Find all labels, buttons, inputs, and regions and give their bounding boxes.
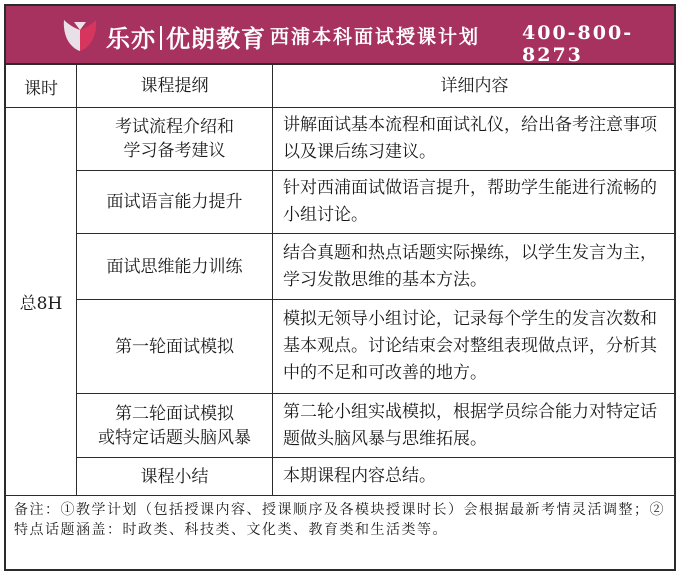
page-title: 西浦本科面试授课计划 bbox=[270, 26, 481, 48]
outline-cell: 面试思维能力训练 bbox=[77, 234, 273, 300]
detail-cell: 第二轮小组实战模拟，根据学员综合能力对特定话题做头脑风暴与思维拓展。 bbox=[273, 394, 675, 458]
detail-cell: 结合真题和热点话题实际操练，以学生发言为主，学习发散思维的基本方法。 bbox=[273, 234, 675, 300]
table-row bbox=[6, 108, 674, 171]
course-plan-table bbox=[6, 65, 674, 496]
outline-cell: 考试流程介绍和 学习备考建议 bbox=[77, 108, 273, 171]
table-row bbox=[6, 300, 674, 394]
brand-logo-icon bbox=[58, 16, 102, 54]
footnote: 备注：①教学计划（包括授课内容、授课顺序及各模块授课时长）会根据最新考情灵活调整；②特点话题涵盖：时政类、科技类、文化类、教育类和生活类等。 bbox=[14, 502, 665, 538]
outline-cell: 第一轮面试模拟 bbox=[77, 300, 273, 394]
total-hours-cell: 总8H bbox=[6, 108, 77, 496]
column-header-hours: 课时 bbox=[6, 65, 77, 108]
header-banner bbox=[6, 6, 674, 65]
brand-name: 乐亦 优朗教育 bbox=[106, 25, 266, 53]
outline-cell: 第二轮面试模拟 或特定话题头脑风暴 bbox=[77, 394, 273, 458]
detail-cell: 针对西浦面试做语言提升，帮助学生能进行流畅的小组讨论。 bbox=[273, 171, 675, 234]
detail-cell: 讲解面试基本流程和面试礼仪，给出备考注意事项以及课后练习建议。 bbox=[273, 108, 675, 171]
detail-cell: 本期课程内容总结。 bbox=[273, 458, 675, 496]
phone-number: 400-800-8273 bbox=[522, 22, 634, 66]
document-page bbox=[4, 4, 676, 571]
table-header-row bbox=[6, 65, 674, 108]
column-header-outline: 课程提纲 bbox=[77, 65, 273, 108]
table-row bbox=[6, 234, 674, 300]
table-row bbox=[6, 458, 674, 496]
outline-cell: 课程小结 bbox=[77, 458, 273, 496]
outline-cell: 面试语言能力提升 bbox=[77, 171, 273, 234]
brand-separator bbox=[160, 26, 162, 50]
column-header-detail: 详细内容 bbox=[273, 65, 675, 108]
table-row bbox=[6, 171, 674, 234]
detail-cell: 模拟无领导小组讨论，记录每个学生的发言次数和基本观点。讨论结束会对整组表现做点评，分析其中的不足和可改善的地方。 bbox=[273, 300, 675, 394]
table-row bbox=[6, 394, 674, 458]
